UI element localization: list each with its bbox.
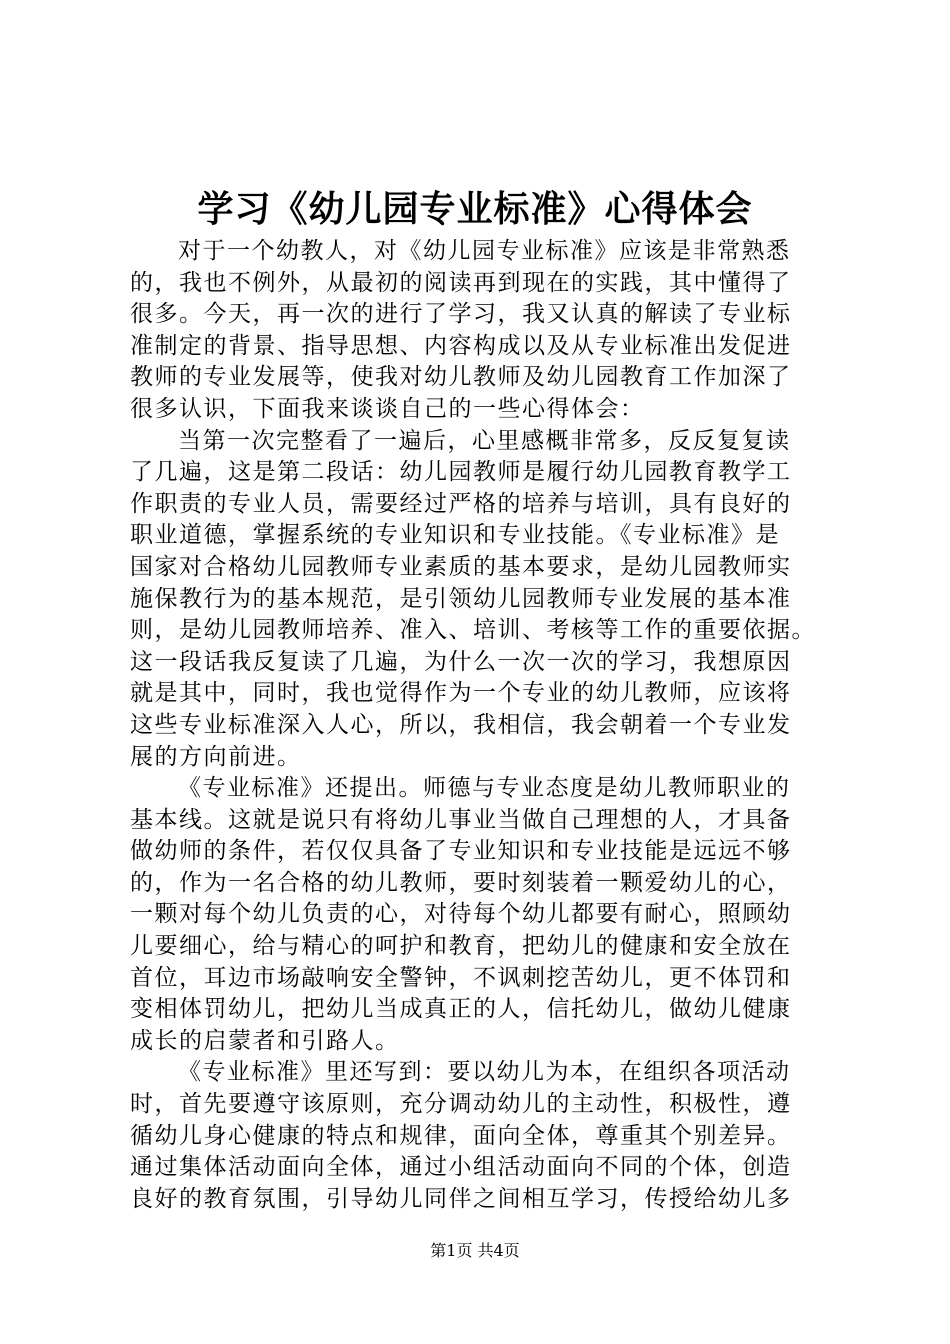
body-line: 很多认识，下面我来谈谈自己的一些心得体会： (130, 395, 645, 422)
body-line: 教师的专业发展等，使我对幼儿教师及幼儿园教育工作加深了 (130, 364, 792, 391)
body-line: 这一段话我反复读了几遍，为什么一次一次的学习，我想原因 (130, 648, 792, 675)
body-line: 首位，耳边市场敲响安全警钟，不讽刺挖苦幼儿，更不体罚和 (130, 964, 792, 991)
body-line: 做幼师的条件，若仅仅具备了专业知识和专业技能是远远不够 (130, 838, 792, 865)
body-line: 时，首先要遵守该原则，充分调动幼儿的主动性，积极性，遵 (130, 1091, 792, 1118)
body-line: 对于一个幼教人，对《幼儿园专业标准》应该是非常熟悉 (178, 238, 791, 264)
body-line: 变相体罚幼儿，把幼儿当成真正的人，信托幼儿，做幼儿健康 (130, 996, 792, 1023)
document-body (130, 236, 850, 1215)
body-line: 通过集体活动面向全体，通过小组活动面向不同的个体，创造 (130, 1154, 792, 1181)
body-line: 一颗对每个幼儿负责的心，对待每个幼儿都要有耐心，照顾幼 (130, 901, 792, 928)
body-line: 当第一次完整看了一遍后，心里感概非常多，反反复复读 (178, 427, 791, 454)
body-line: 儿要细心，给与精心的呵护和教育，把幼儿的健康和安全放在 (130, 933, 792, 960)
body-line: 的，我也不例外，从最初的阅读再到现在的实践，其中懂得了 (130, 269, 792, 296)
body-line: 职业道德，掌握系统的专业知识和专业技能。《专业标准》是 (130, 522, 780, 549)
body-line: 的，作为一名合格的幼儿教师，要时刻装着一颗爱幼儿的心， (130, 869, 792, 896)
body-line: 很多。今天，再一次的进行了学习，我又认真的解读了专业标 (130, 301, 792, 328)
body-line: 这些专业标准深入人心，所以，我相信，我会朝着一个专业发 (130, 711, 792, 738)
body-line: 了几遍，这是第二段话：幼儿园教师是履行幼儿园教育教学工 (130, 459, 792, 486)
body-line: 施保教行为的基本规范，是引领幼儿园教师专业发展的基本准 (130, 585, 792, 612)
body-line: 良好的教育氛围，引导幼儿同伴之间相互学习，传授给幼儿多 (130, 1185, 792, 1212)
body-line: 展的方向前进。 (130, 743, 302, 770)
body-line: 准制定的背景、指导思想、内容构成以及从专业标准出发促进 (130, 332, 792, 359)
body-line: 则，是幼儿园教师培养、准入、培训、考核等工作的重要依据。 (130, 617, 816, 644)
body-line: 基本线。这就是说只有将幼儿事业当做自己理想的人，才具备 (130, 806, 792, 833)
body-line: 《专业标准》还提出。师德与专业态度是幼儿教师职业的 (178, 775, 791, 802)
body-line: 成长的启蒙者和引路人。 (130, 1027, 400, 1054)
page-footer: 第1页 共4页 (430, 1241, 520, 1260)
body-line: 就是其中，同时，我也觉得作为一个专业的幼儿教师，应该将 (130, 680, 792, 707)
document-title: 学习《幼儿园专业标准》心得体会 (197, 188, 753, 230)
body-line: 循幼儿身心健康的特点和规律，面向全体，尊重其个别差异。 (130, 1122, 792, 1149)
body-line: 国家对合格幼儿园教师专业素质的基本要求，是幼儿园教师实 (130, 553, 792, 580)
body-line: 作职责的专业人员，需要经过严格的培养与培训，具有良好的 (130, 490, 792, 517)
body-line: 《专业标准》里还写到：要以幼儿为本，在组织各项活动 (178, 1059, 791, 1086)
